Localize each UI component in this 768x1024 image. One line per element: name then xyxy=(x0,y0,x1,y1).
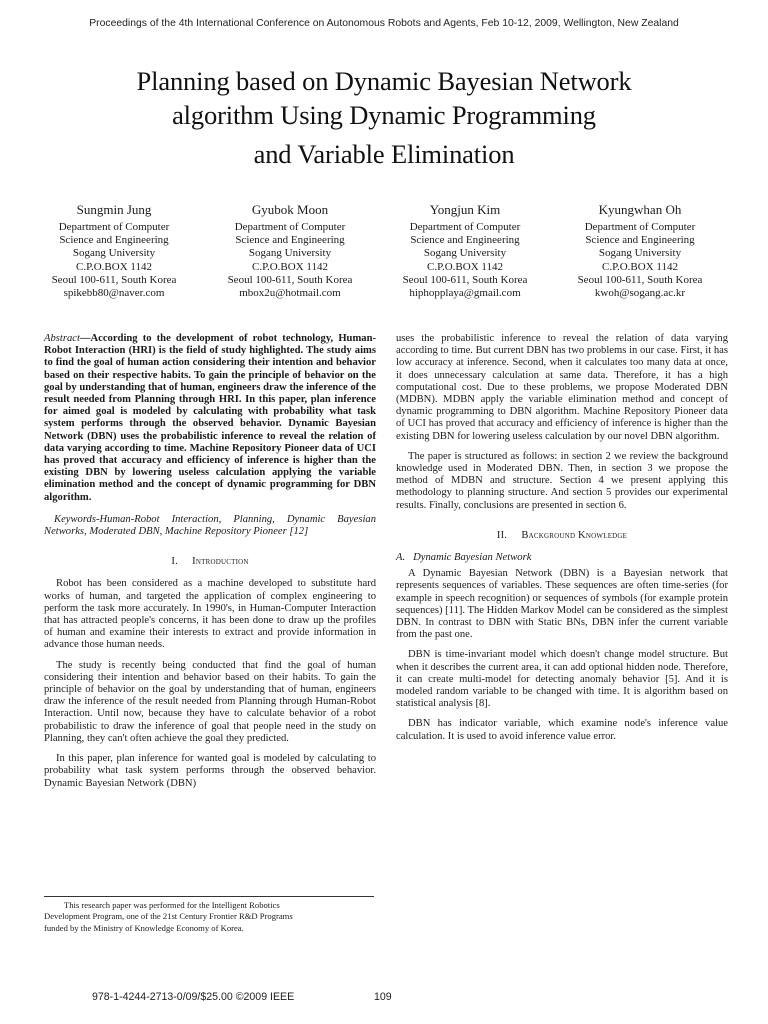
author-city: Seoul 100-611, South Korea xyxy=(577,273,703,286)
author-email: spikebb80@naver.com xyxy=(63,287,165,300)
footnote-line-2: Development Program, one of the 21st Century Frontier R&D Programs xyxy=(44,911,293,922)
author-1 xyxy=(34,203,194,300)
section-title: Introduction xyxy=(192,556,249,568)
section-number: II. xyxy=(496,529,508,541)
author-name: Kyungwhan Oh xyxy=(598,202,682,217)
section-number: I. xyxy=(171,556,178,568)
subsection-label: A. xyxy=(396,552,406,564)
author-dept-1: Department of Computer xyxy=(234,221,346,233)
author-dept-1: Department of Computer xyxy=(409,221,521,233)
right-column xyxy=(396,333,728,751)
title-line-2: algorithm Using Dynamic Programming xyxy=(172,100,596,130)
author-name: Gyubok Moon xyxy=(251,202,329,217)
subsection-heading-dbn xyxy=(396,552,728,564)
subsection-title: Dynamic Bayesian Network xyxy=(413,552,532,564)
author-pobox: C.P.O.BOX 1142 xyxy=(252,260,328,273)
author-name: Sungmin Jung xyxy=(76,202,152,217)
author-city: Seoul 100-611, South Korea xyxy=(227,273,353,286)
intro-paragraph-1: Robot has been considered as a machine developed to substitute hard works of human, and targeted the application of complex engineering to perform the task more accurately. In 1990's, in Human-Computer Interaction that has attracted people's concerns, it has been done to draw up the profiles of human and examine their interests to extract and provide information in advance those human needs. xyxy=(44,578,376,651)
author-city: Seoul 100-611, South Korea xyxy=(51,273,177,286)
author-dept-1: Department of Computer xyxy=(58,221,170,233)
author-university: Sogang University xyxy=(598,247,682,260)
author-university: Sogang University xyxy=(423,247,507,260)
paper-title xyxy=(40,64,728,171)
author-3 xyxy=(385,203,545,300)
copyright-notice: 978-1-4244-2713-0/09/$25.00 ©2009 IEEE xyxy=(92,991,295,1003)
footnote-line-1: This research paper was performed for the Intelligent Robotics xyxy=(64,900,280,910)
intro-continued-paragraph: uses the probabilistic inference to reveal the relation of data varying according to time. But current DBN has two problems in our case. First, it has low accuracy at inference. Second, when it calculates too many data at once, it does unnecessary calculation at same data. Therefore, it has a high computational cost. Due to these problems, we propose Moderated DBN (MDBN). MDBN apply the variable elimination method and concept of dynamic programming to DBN algorithm. Machine Repository Pioneer data of UCI has proved that accuracy and efficiency of inference is higher than the existing DBN for lowering useless calculation by our novel DBN algorithm. xyxy=(396,333,728,442)
dbn-paragraph-2: DBN is time-invariant model which doesn't change model structure. But when it describes the current area, it can add optional hidden node. Therefore, it can create multi-model for detecting anomaly behavior [5]. And it is modeled random variable to be changed with time. It is algorithm based on statistical analysis [8]. xyxy=(396,649,728,710)
author-email: hiphopplaya@gmail.com xyxy=(409,287,521,300)
author-city: Seoul 100-611, South Korea xyxy=(402,273,528,286)
section-heading-introduction xyxy=(44,556,376,568)
author-4 xyxy=(560,203,720,300)
footnote xyxy=(44,900,374,934)
author-block xyxy=(34,203,734,308)
dbn-paragraph-3: DBN has indicator variable, which examine node's inference value calculation. It is used to avoid inference value error. xyxy=(396,718,728,742)
author-dept-2: Science and Engineering xyxy=(235,234,345,247)
footnote-divider xyxy=(44,896,374,897)
abstract xyxy=(44,333,376,504)
intro-paragraph-3: In this paper, plan inference for wanted goal is modeled by calculating to probability what task system performs through the observed behavior. Dynamic Bayesian Network (DBN) xyxy=(44,753,376,789)
author-name: Yongjun Kim xyxy=(429,202,501,217)
author-2 xyxy=(210,203,370,300)
title-line-3: and Variable Elimination xyxy=(253,139,515,169)
author-pobox: C.P.O.BOX 1142 xyxy=(602,260,678,273)
author-dept-2: Science and Engineering xyxy=(585,234,695,247)
footnote-line-3: funded by the Ministry of Knowledge Economy of Korea. xyxy=(44,922,244,933)
author-university: Sogang University xyxy=(72,247,156,260)
title-line-1: Planning based on Dynamic Bayesian Network xyxy=(136,66,632,96)
author-dept-2: Science and Engineering xyxy=(410,234,520,247)
author-email: kwoh@sogang.ac.kr xyxy=(594,287,686,300)
intro-paragraph-2: The study is recently being conducted that find the goal of human considering their intention and behavior based on their habits. To gain the principle of behavior on the goal by understanding that of human, engineers draw the inference of the result needed from Planning through Human-Robot Interaction. Until now, because they have to calculate behavior of a robot probabilistic to draw the inference of goal that people need in the study on Planning, they can't often achieve the goal they predicted. xyxy=(44,659,376,744)
structure-paragraph: The paper is structured as follows: in section 2 we review the background knowledge used in Moderated DBN. Then, in section 3 we propose the method of MDBN and structure. Section 4 we present applying this methodology to planning structure. And section 5 provides our experimental results. Finally, conclusions are presented in section 6. xyxy=(396,450,728,511)
conference-header: Proceedings of the 4th International Conference on Autonomous Robots and Agents, Feb 10-12, 2009, Wellington, New Zealand xyxy=(89,18,679,29)
abstract-lead: Abstract xyxy=(44,333,80,344)
author-email: mbox2u@hotmail.com xyxy=(239,287,341,300)
page-number: 109 xyxy=(374,991,392,1003)
dbn-paragraph-1: A Dynamic Bayesian Network (DBN) is a Bayesian network that represents sequences of variables. These sequences are often time-series (for example in speech recognition) or sequences of symbols (for example protein sequences) [11]. The Hidden Markov Model can be considered as the simplest DBN. In contrast to DBN with Static BNs, DBN infer the current variable from the past one. xyxy=(396,568,728,641)
left-column xyxy=(44,333,376,798)
section-title: Background Knowledge xyxy=(521,529,628,541)
keywords: Keywords-Human-Robot Interaction, Planning, Dynamic Bayesian Networks, Moderated DBN, Machine Repository Pioneer [12] xyxy=(44,513,376,538)
author-pobox: C.P.O.BOX 1142 xyxy=(427,260,503,273)
author-dept-1: Department of Computer xyxy=(584,221,696,233)
abstract-text: —According to the development of robot technology, Human-Robot Interaction (HRI) is the field of study highlighted. The study aims to find the goal of human action considering their intention and behavior based on their respective habits. To gain the principle of behavior on the goal by understanding that of human, engineers draw the inference of the result needed from Planning through HRI. In this paper, plan inference for aimed goal is modeled by calculating with probability what task system performs through the observed behavior. Dynamic Bayesian Network (DBN) uses the probabilistic inference to reveal the relation of data varying according to time. Machine Repository Pioneer data of UCI has proved that accuracy and efficiency of inference is higher than the existing DBN by lowering useless calculation applying the variable elimination method and the concept of dynamic programming for DBN algorithm. xyxy=(44,333,376,503)
author-pobox: C.P.O.BOX 1142 xyxy=(76,260,152,273)
author-university: Sogang University xyxy=(248,247,332,260)
section-heading-background xyxy=(396,530,728,542)
author-dept-2: Science and Engineering xyxy=(59,234,169,247)
